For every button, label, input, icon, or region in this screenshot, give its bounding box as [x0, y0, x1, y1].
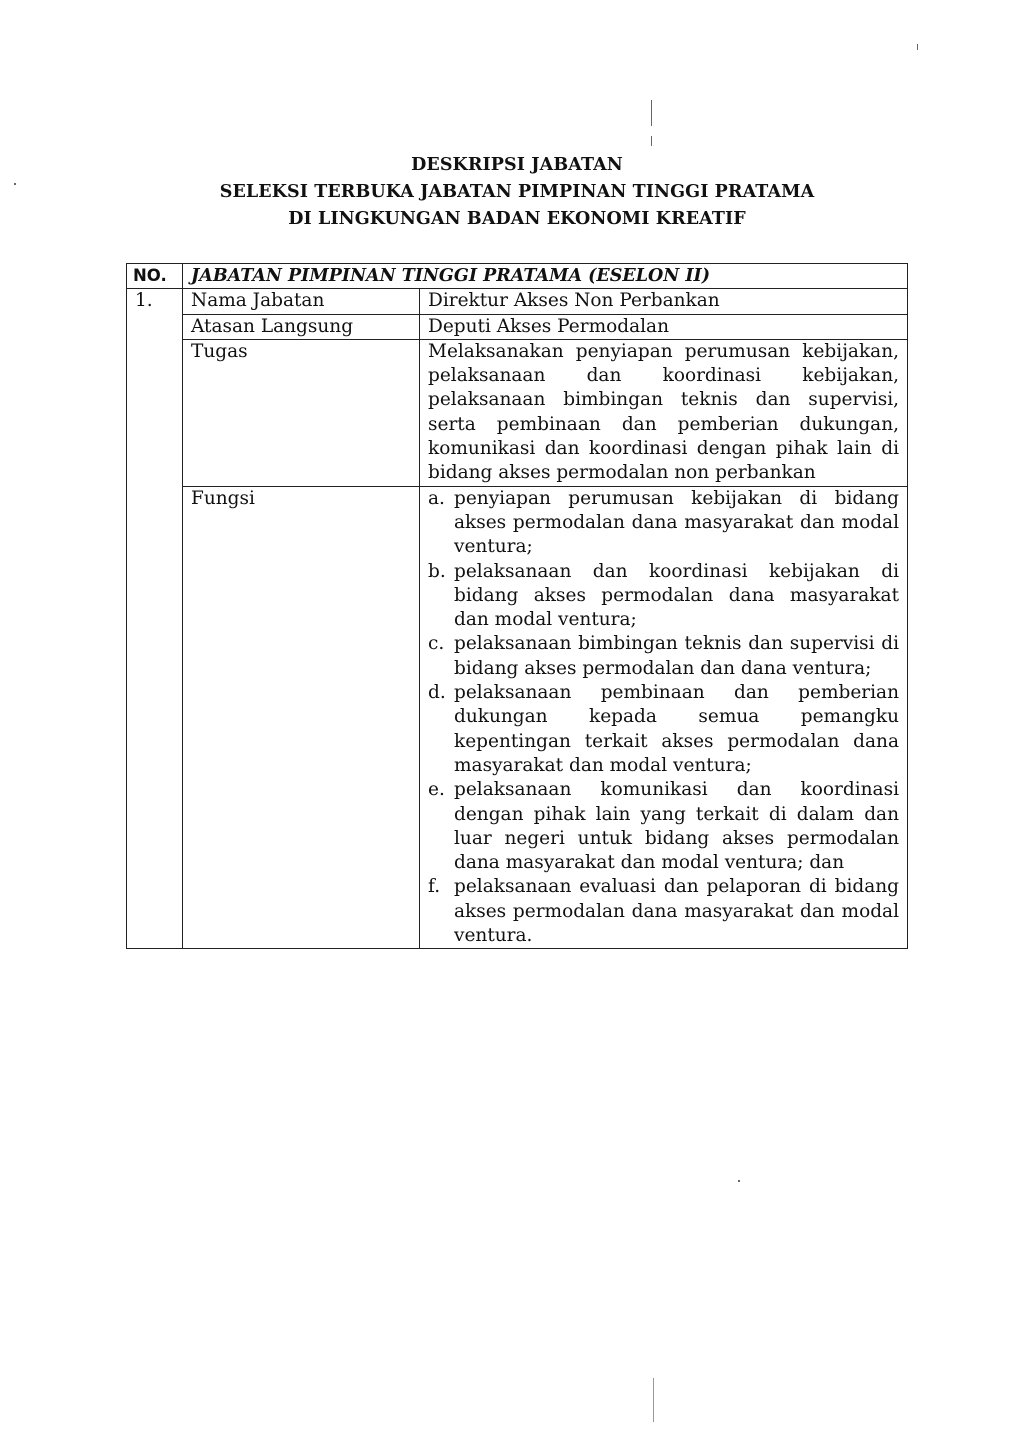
- table-row-nama-jabatan: [127, 289, 908, 314]
- label-atasan-langsung: Atasan Langsung: [183, 314, 420, 339]
- table-header-row: [127, 264, 908, 289]
- scan-mark: [651, 136, 652, 146]
- fungsi-item-d: [428, 681, 899, 778]
- scan-mark: [653, 1378, 654, 1422]
- title-line-3: DI LINGKUNGAN BADAN EKONOMI KREATIF: [288, 209, 746, 229]
- value-tugas: Melaksanakan penyiapan perumusan kebijakan, pelaksanaan dan koordinasi kebijakan, pelaksanaan bimbingan teknis dan supervisi, serta pembinaan dan pemberian dukungan, komunikasi dan koordinasi dengan pihak lain di bidang akses permodalan non perbankan: [420, 339, 908, 486]
- header-no: NO.: [127, 264, 183, 289]
- title-line-2: SELEKSI TERBUKA JABATAN PIMPINAN TINGGI PRATAMA: [219, 182, 815, 202]
- fungsi-text: pelaksanaan evaluasi dan pelaporan di bidang akses permodalan dana masyarakat dan modal ventura.: [454, 876, 899, 947]
- scan-mark: [738, 1180, 740, 1182]
- fungsi-text: penyiapan perumusan kebijakan di bidang akses permodalan dana masyarakat dan modal ventura;: [454, 487, 899, 558]
- fungsi-item-e: [428, 778, 899, 875]
- fungsi-text: pelaksanaan komunikasi dan koordinasi dengan pihak lain yang terkait di dalam dan luar negeri untuk bidang akses permodalan dana masyarakat dan modal ventura; dan: [454, 779, 899, 874]
- fungsi-text: pelaksanaan bimbingan teknis dan supervisi di bidang akses permodalan dan dana ventura;: [454, 633, 899, 679]
- header-title: JABATAN PIMPINAN TINGGI PRATAMA (ESELON II): [183, 264, 908, 289]
- row-number: 1.: [127, 289, 183, 949]
- fungsi-text: pelaksanaan pembinaan dan pemberian dukungan kepada semua pemangku kepentingan terkait akses permodalan dana masyarakat dan modal ventura;: [454, 682, 899, 776]
- table-row-tugas: [127, 339, 908, 486]
- fungsi-list: [428, 487, 899, 949]
- value-nama-jabatan: Direktur Akses Non Perbankan: [420, 289, 908, 314]
- fungsi-item-a: [428, 487, 899, 560]
- document-title: [0, 152, 1024, 233]
- fungsi-letter: f.: [428, 876, 441, 898]
- title-line-1: DESKRIPSI JABATAN: [411, 155, 623, 175]
- fungsi-letter: e.: [428, 779, 445, 801]
- fungsi-letter: d.: [428, 682, 446, 704]
- value-atasan-langsung: Deputi Akses Permodalan: [420, 314, 908, 339]
- job-description-table: [126, 263, 908, 949]
- fungsi-letter: a.: [428, 487, 445, 509]
- label-fungsi: Fungsi: [183, 486, 420, 949]
- fungsi-item-c: [428, 632, 899, 681]
- scan-mark: [651, 100, 652, 126]
- label-tugas: Tugas: [183, 339, 420, 486]
- scan-mark: [917, 44, 918, 50]
- fungsi-item-f: [428, 875, 899, 948]
- fungsi-letter: b.: [428, 560, 446, 582]
- scan-mark: [14, 183, 16, 185]
- value-fungsi: [420, 486, 908, 949]
- label-nama-jabatan: Nama Jabatan: [183, 289, 420, 314]
- fungsi-item-b: [428, 560, 899, 633]
- table-row-fungsi: [127, 486, 908, 949]
- fungsi-text: pelaksanaan dan koordinasi kebijakan di bidang akses permodalan dana masyarakat dan modal ventura;: [454, 560, 899, 631]
- table-row-atasan-langsung: [127, 314, 908, 339]
- fungsi-letter: c.: [428, 633, 445, 655]
